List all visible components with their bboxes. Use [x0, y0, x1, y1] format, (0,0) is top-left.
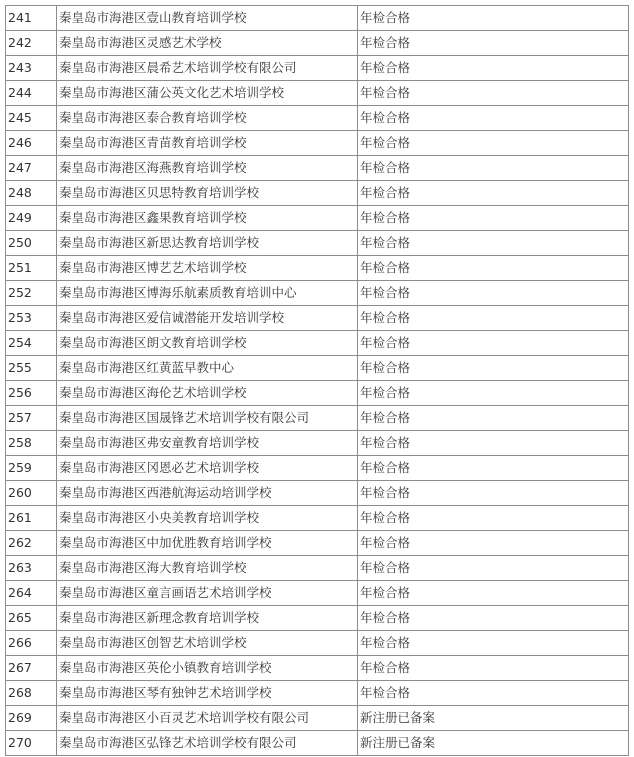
table-row	[6, 31, 629, 56]
table-row	[6, 531, 629, 556]
school-name-cell: 秦皇岛市海港区贝思特教育培训学校	[57, 181, 358, 206]
status-cell: 年检合格	[358, 656, 629, 681]
table-row	[6, 581, 629, 606]
status-cell: 年检合格	[358, 506, 629, 531]
row-number-cell: 264	[6, 581, 57, 606]
row-number-cell: 243	[6, 56, 57, 81]
school-name-cell: 秦皇岛市海港区壹山教育培训学校	[57, 6, 358, 31]
school-name-cell: 秦皇岛市海港区英伦小镇教育培训学校	[57, 656, 358, 681]
status-cell: 年检合格	[358, 331, 629, 356]
row-number-cell: 251	[6, 256, 57, 281]
row-number-cell: 253	[6, 306, 57, 331]
school-name-cell: 秦皇岛市海港区小央美教育培训学校	[57, 506, 358, 531]
status-cell: 年检合格	[358, 606, 629, 631]
status-cell: 年检合格	[358, 256, 629, 281]
table-row	[6, 131, 629, 156]
row-number-cell: 268	[6, 681, 57, 706]
table-row	[6, 331, 629, 356]
status-cell: 年检合格	[358, 31, 629, 56]
table-row	[6, 306, 629, 331]
row-number-cell: 257	[6, 406, 57, 431]
school-name-cell: 秦皇岛市海港区西港航海运动培训学校	[57, 481, 358, 506]
school-list-table	[5, 5, 629, 756]
school-name-cell: 秦皇岛市海港区小百灵艺术培训学校有限公司	[57, 706, 358, 731]
table-row	[6, 381, 629, 406]
table-row	[6, 406, 629, 431]
row-number-cell: 266	[6, 631, 57, 656]
row-number-cell: 261	[6, 506, 57, 531]
table-row	[6, 256, 629, 281]
table-row	[6, 206, 629, 231]
school-name-cell: 秦皇岛市海港区蒲公英文化艺术培训学校	[57, 81, 358, 106]
school-name-cell: 秦皇岛市海港区创智艺术培训学校	[57, 631, 358, 656]
status-cell: 年检合格	[358, 356, 629, 381]
status-cell: 年检合格	[358, 581, 629, 606]
school-name-cell: 秦皇岛市海港区国晟锋艺术培训学校有限公司	[57, 406, 358, 431]
status-cell: 年检合格	[358, 6, 629, 31]
table-row	[6, 281, 629, 306]
status-cell: 年检合格	[358, 456, 629, 481]
school-name-cell: 秦皇岛市海港区海大教育培训学校	[57, 556, 358, 581]
school-name-cell: 秦皇岛市海港区弗安童教育培训学校	[57, 431, 358, 456]
status-cell: 年检合格	[358, 131, 629, 156]
table-row	[6, 706, 629, 731]
table-row	[6, 556, 629, 581]
school-name-cell: 秦皇岛市海港区琴有独钟艺术培训学校	[57, 681, 358, 706]
status-cell: 年检合格	[358, 406, 629, 431]
status-cell: 年检合格	[358, 231, 629, 256]
row-number-cell: 250	[6, 231, 57, 256]
school-name-cell: 秦皇岛市海港区海伦艺术培训学校	[57, 381, 358, 406]
row-number-cell: 248	[6, 181, 57, 206]
school-name-cell: 秦皇岛市海港区灵感艺术学校	[57, 31, 358, 56]
row-number-cell: 242	[6, 31, 57, 56]
table-row	[6, 431, 629, 456]
row-number-cell: 270	[6, 731, 57, 756]
row-number-cell: 252	[6, 281, 57, 306]
status-cell: 年检合格	[358, 531, 629, 556]
school-name-cell: 秦皇岛市海港区冈恩必艺术培训学校	[57, 456, 358, 481]
school-name-cell: 秦皇岛市海港区爱信诚潜能开发培训学校	[57, 306, 358, 331]
school-name-cell: 秦皇岛市海港区海燕教育培训学校	[57, 156, 358, 181]
status-cell: 年检合格	[358, 56, 629, 81]
school-name-cell: 秦皇岛市海港区鑫果教育培训学校	[57, 206, 358, 231]
school-name-cell: 秦皇岛市海港区朗文教育培训学校	[57, 331, 358, 356]
row-number-cell: 245	[6, 106, 57, 131]
status-cell: 年检合格	[358, 556, 629, 581]
school-name-cell: 秦皇岛市海港区红黄蓝早教中心	[57, 356, 358, 381]
row-number-cell: 254	[6, 331, 57, 356]
school-name-cell: 秦皇岛市海港区晨希艺术培训学校有限公司	[57, 56, 358, 81]
school-name-cell: 秦皇岛市海港区博艺艺术培训学校	[57, 256, 358, 281]
status-cell: 年检合格	[358, 81, 629, 106]
table-row	[6, 81, 629, 106]
school-name-cell: 秦皇岛市海港区童言画语艺术培训学校	[57, 581, 358, 606]
status-cell: 年检合格	[358, 381, 629, 406]
school-name-cell: 秦皇岛市海港区新理念教育培训学校	[57, 606, 358, 631]
table-body	[6, 6, 629, 756]
table-row	[6, 6, 629, 31]
status-cell: 新注册已备案	[358, 706, 629, 731]
table-row	[6, 156, 629, 181]
row-number-cell: 265	[6, 606, 57, 631]
table-row	[6, 731, 629, 756]
row-number-cell: 255	[6, 356, 57, 381]
status-cell: 年检合格	[358, 631, 629, 656]
table-row	[6, 606, 629, 631]
school-name-cell: 秦皇岛市海港区中加优胜教育培训学校	[57, 531, 358, 556]
status-cell: 年检合格	[358, 181, 629, 206]
row-number-cell: 263	[6, 556, 57, 581]
school-name-cell: 秦皇岛市海港区泰合教育培训学校	[57, 106, 358, 131]
status-cell: 年检合格	[358, 156, 629, 181]
table-row	[6, 56, 629, 81]
school-name-cell: 秦皇岛市海港区青苗教育培训学校	[57, 131, 358, 156]
row-number-cell: 249	[6, 206, 57, 231]
status-cell: 年检合格	[358, 106, 629, 131]
row-number-cell: 259	[6, 456, 57, 481]
row-number-cell: 246	[6, 131, 57, 156]
status-cell: 年检合格	[358, 206, 629, 231]
row-number-cell: 244	[6, 81, 57, 106]
row-number-cell: 241	[6, 6, 57, 31]
status-cell: 新注册已备案	[358, 731, 629, 756]
status-cell: 年检合格	[358, 681, 629, 706]
table-row	[6, 181, 629, 206]
table-row	[6, 631, 629, 656]
row-number-cell: 260	[6, 481, 57, 506]
row-number-cell: 267	[6, 656, 57, 681]
status-cell: 年检合格	[358, 281, 629, 306]
row-number-cell: 258	[6, 431, 57, 456]
status-cell: 年检合格	[358, 481, 629, 506]
table-row	[6, 656, 629, 681]
table-row	[6, 681, 629, 706]
table-row	[6, 356, 629, 381]
status-cell: 年检合格	[358, 306, 629, 331]
table-row	[6, 481, 629, 506]
school-name-cell: 秦皇岛市海港区弘锋艺术培训学校有限公司	[57, 731, 358, 756]
table-row	[6, 106, 629, 131]
row-number-cell: 262	[6, 531, 57, 556]
row-number-cell: 247	[6, 156, 57, 181]
status-cell: 年检合格	[358, 431, 629, 456]
table-row	[6, 231, 629, 256]
table-row	[6, 506, 629, 531]
table-row	[6, 456, 629, 481]
school-name-cell: 秦皇岛市海港区新思达教育培训学校	[57, 231, 358, 256]
row-number-cell: 256	[6, 381, 57, 406]
row-number-cell: 269	[6, 706, 57, 731]
school-name-cell: 秦皇岛市海港区博海乐航素质教育培训中心	[57, 281, 358, 306]
